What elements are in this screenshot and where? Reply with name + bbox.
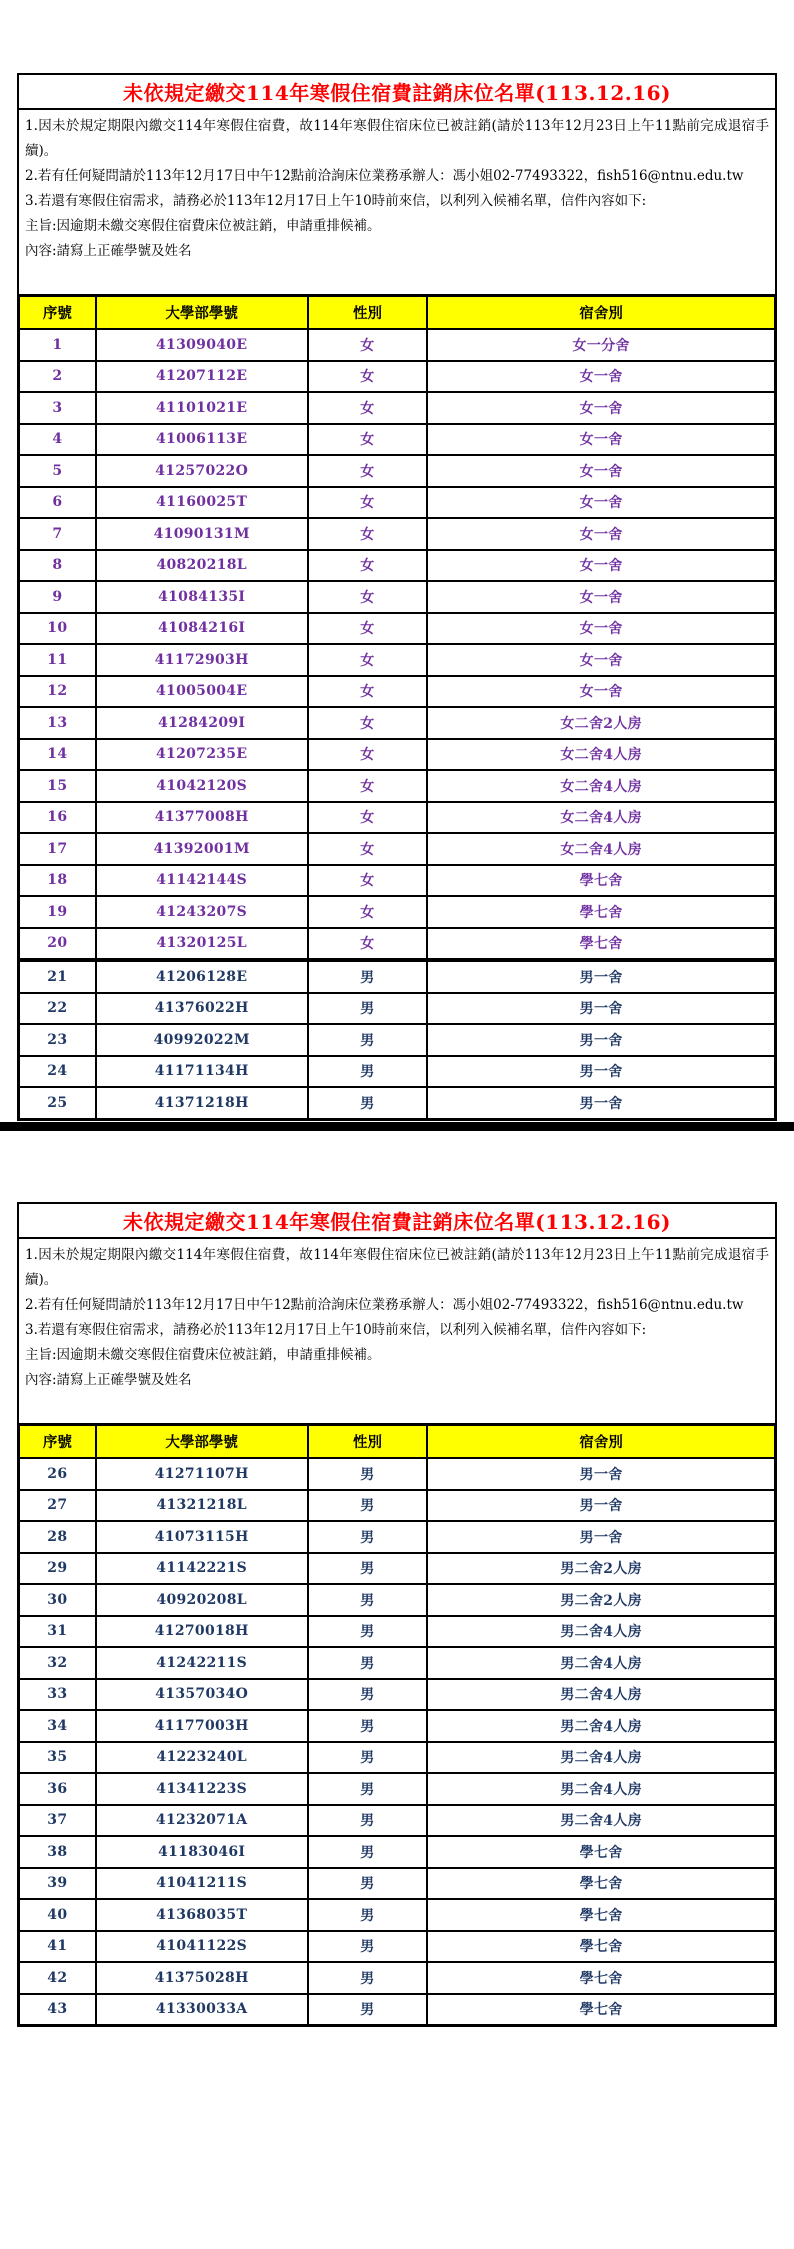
row-student-id: 41375028H <box>96 1962 308 1994</box>
table-row <box>19 896 776 928</box>
table-row <box>19 1931 776 1963</box>
row-gender: 女 <box>308 644 428 676</box>
row-student-id: 41257022O <box>96 455 308 487</box>
row-serial: 26 <box>19 1458 96 1490</box>
row-student-id: 41223240L <box>96 1742 308 1774</box>
row-gender: 男 <box>308 1056 428 1088</box>
row-student-id: 41242211S <box>96 1647 308 1679</box>
row-serial: 16 <box>19 802 96 834</box>
row-dorm: 學七舍 <box>427 1899 775 1931</box>
row-serial: 7 <box>19 518 96 550</box>
row-dorm: 女二舍4人房 <box>427 802 775 834</box>
row-dorm: 男一舍 <box>427 1458 775 1490</box>
table-row <box>19 1553 776 1585</box>
table-row <box>19 1805 776 1837</box>
row-gender: 男 <box>308 960 428 993</box>
row-serial: 23 <box>19 1024 96 1056</box>
row-gender: 男 <box>308 1994 428 2026</box>
row-serial: 28 <box>19 1521 96 1553</box>
row-serial: 9 <box>19 581 96 613</box>
table-row <box>19 1087 776 1119</box>
table-row <box>19 1710 776 1742</box>
row-serial: 8 <box>19 550 96 582</box>
row-serial: 11 <box>19 644 96 676</box>
row-gender: 女 <box>308 392 428 424</box>
row-student-id: 41171134H <box>96 1056 308 1088</box>
row-gender: 女 <box>308 613 428 645</box>
row-dorm: 女一舍 <box>427 392 775 424</box>
row-serial: 14 <box>19 739 96 771</box>
row-gender: 男 <box>308 1742 428 1774</box>
page-1-title-bar <box>19 75 775 110</box>
table-row <box>19 392 776 424</box>
notice-line: 1.因未於規定期限內繳交114年寒假住宿費，故114年寒假住宿床位已被註銷(請於113年12月23日上午11點前完成退宿手續)。 <box>25 118 769 159</box>
row-serial: 33 <box>19 1679 96 1711</box>
table-row <box>19 739 776 771</box>
dorm-cancellation-table-page-2 <box>17 1423 777 2027</box>
row-dorm: 男二舍4人房 <box>427 1805 775 1837</box>
row-serial: 29 <box>19 1553 96 1585</box>
row-dorm: 女一舍 <box>427 581 775 613</box>
row-serial: 32 <box>19 1647 96 1679</box>
row-student-id: 41206128E <box>96 960 308 993</box>
row-gender: 男 <box>308 1553 428 1585</box>
row-dorm: 男二舍4人房 <box>427 1742 775 1774</box>
row-dorm: 學七舍 <box>427 1868 775 1900</box>
table-row <box>19 1962 776 1994</box>
page-separator <box>0 1122 794 1131</box>
row-student-id: 41284209I <box>96 707 308 739</box>
row-student-id: 40920208L <box>96 1584 308 1616</box>
page-2-title-bar <box>19 1204 775 1239</box>
row-gender: 男 <box>308 1024 428 1056</box>
table-row <box>19 424 776 456</box>
notice-line: 主旨:因逾期未繳交寒假住宿費床位被註銷，申請重排候補。 <box>25 1347 381 1363</box>
row-dorm: 女二舍4人房 <box>427 770 775 802</box>
row-dorm: 學七舍 <box>427 928 775 961</box>
row-student-id: 41101021E <box>96 392 308 424</box>
page-1-header-box <box>17 73 777 296</box>
table-row <box>19 1899 776 1931</box>
row-gender: 女 <box>308 865 428 897</box>
row-dorm: 男一舍 <box>427 993 775 1025</box>
row-student-id: 40820218L <box>96 550 308 582</box>
row-gender: 女 <box>308 329 428 361</box>
row-gender: 男 <box>308 1458 428 1490</box>
row-student-id: 41376022H <box>96 993 308 1025</box>
table-row <box>19 1458 776 1490</box>
table-row <box>19 802 776 834</box>
row-serial: 18 <box>19 865 96 897</box>
table-row <box>19 993 776 1025</box>
table-row <box>19 1521 776 1553</box>
row-student-id: 41377008H <box>96 802 308 834</box>
row-gender: 男 <box>308 1805 428 1837</box>
table-row <box>19 644 776 676</box>
row-serial: 12 <box>19 676 96 708</box>
row-dorm: 男二舍4人房 <box>427 1616 775 1648</box>
table-row <box>19 1584 776 1616</box>
row-student-id: 41207112E <box>96 361 308 393</box>
row-gender: 女 <box>308 707 428 739</box>
row-dorm: 學七舍 <box>427 865 775 897</box>
table-row <box>19 487 776 519</box>
page-1 <box>17 73 777 1121</box>
row-serial: 37 <box>19 1805 96 1837</box>
row-dorm: 女一舍 <box>427 424 775 456</box>
row-gender: 男 <box>308 993 428 1025</box>
row-dorm: 女一舍 <box>427 676 775 708</box>
row-gender: 女 <box>308 455 428 487</box>
row-serial: 35 <box>19 1742 96 1774</box>
row-dorm: 學七舍 <box>427 1931 775 1963</box>
row-dorm: 男二舍4人房 <box>427 1679 775 1711</box>
row-student-id: 41392001M <box>96 833 308 865</box>
row-gender: 男 <box>308 1521 428 1553</box>
row-serial: 34 <box>19 1710 96 1742</box>
row-student-id: 41357034O <box>96 1679 308 1711</box>
row-gender: 男 <box>308 1710 428 1742</box>
row-dorm: 女一舍 <box>427 487 775 519</box>
row-gender: 男 <box>308 1899 428 1931</box>
row-serial: 17 <box>19 833 96 865</box>
row-student-id: 41330033A <box>96 1994 308 2026</box>
row-student-id: 41172903H <box>96 644 308 676</box>
row-student-id: 41341223S <box>96 1773 308 1805</box>
table-row <box>19 676 776 708</box>
row-gender: 女 <box>308 896 428 928</box>
page-1-notes <box>19 110 775 294</box>
notice-line: 內容:請寫上正確學號及姓名 <box>25 243 192 259</box>
row-gender: 女 <box>308 487 428 519</box>
row-dorm: 女一舍 <box>427 644 775 676</box>
row-serial: 20 <box>19 928 96 961</box>
row-dorm: 男一舍 <box>427 960 775 993</box>
row-serial: 27 <box>19 1490 96 1522</box>
table-row <box>19 707 776 739</box>
notice-line: 2.若有任何疑問請於113年12月17日中午12點前洽詢床位業務承辦人：馮小姐02-77493322，fish516@ntnu.edu.tw <box>25 1297 744 1313</box>
row-serial: 22 <box>19 993 96 1025</box>
page-2-header-box <box>17 1202 777 1425</box>
row-gender: 女 <box>308 928 428 961</box>
row-dorm: 男一舍 <box>427 1521 775 1553</box>
row-serial: 10 <box>19 613 96 645</box>
table-row <box>19 361 776 393</box>
row-serial: 39 <box>19 1868 96 1900</box>
row-gender: 女 <box>308 770 428 802</box>
table-header-row <box>19 296 776 330</box>
row-dorm: 男一舍 <box>427 1490 775 1522</box>
col-header-dorm: 宿舍別 <box>427 296 775 330</box>
table-row <box>19 550 776 582</box>
row-gender: 男 <box>308 1679 428 1711</box>
row-dorm: 女一舍 <box>427 361 775 393</box>
table-row <box>19 518 776 550</box>
row-dorm: 女一分舍 <box>427 329 775 361</box>
col-header-gender: 性別 <box>308 1425 428 1459</box>
table-row <box>19 1773 776 1805</box>
notice-line: 3.若還有寒假住宿需求，請務必於113年12月17日上午10時前來信，以利列入候補名單，信件內容如下: <box>25 1322 647 1338</box>
row-gender: 女 <box>308 802 428 834</box>
table-row <box>19 960 776 993</box>
row-gender: 女 <box>308 739 428 771</box>
page-title: 未依規定繳交114年寒假住宿費註銷床位名單(113.12.16) <box>122 81 671 105</box>
table-row <box>19 1056 776 1088</box>
table-row <box>19 1647 776 1679</box>
col-header-student-id: 大學部學號 <box>96 296 308 330</box>
row-student-id: 41309040E <box>96 329 308 361</box>
row-serial: 36 <box>19 1773 96 1805</box>
table-header-row <box>19 1425 776 1459</box>
row-student-id: 41183046I <box>96 1836 308 1868</box>
row-student-id: 41232071A <box>96 1805 308 1837</box>
row-student-id: 41320125L <box>96 928 308 961</box>
table-row <box>19 1742 776 1774</box>
row-student-id: 41084216I <box>96 613 308 645</box>
row-dorm: 女二舍4人房 <box>427 739 775 771</box>
notice-line: 1.因未於規定期限內繳交114年寒假住宿費，故114年寒假住宿床位已被註銷(請於113年12月23日上午11點前完成退宿手續)。 <box>25 1247 769 1288</box>
row-gender: 男 <box>308 1836 428 1868</box>
row-student-id: 41270018H <box>96 1616 308 1648</box>
row-student-id: 41090131M <box>96 518 308 550</box>
row-gender: 男 <box>308 1647 428 1679</box>
row-serial: 19 <box>19 896 96 928</box>
row-student-id: 41368035T <box>96 1899 308 1931</box>
table-row <box>19 613 776 645</box>
table-row <box>19 455 776 487</box>
row-serial: 21 <box>19 960 96 993</box>
row-dorm: 學七舍 <box>427 1836 775 1868</box>
col-header-gender: 性別 <box>308 296 428 330</box>
row-gender: 男 <box>308 1616 428 1648</box>
notice-line: 2.若有任何疑問請於113年12月17日中午12點前洽詢床位業務承辦人：馮小姐02-77493322，fish516@ntnu.edu.tw <box>25 168 744 184</box>
notice-line: 3.若還有寒假住宿需求，請務必於113年12月17日上午10時前來信，以利列入候補名單，信件內容如下: <box>25 193 647 209</box>
row-gender: 男 <box>308 1773 428 1805</box>
row-gender: 男 <box>308 1868 428 1900</box>
row-serial: 42 <box>19 1962 96 1994</box>
table-row <box>19 1024 776 1056</box>
col-header-dorm: 宿舍別 <box>427 1425 775 1459</box>
row-dorm: 女二舍2人房 <box>427 707 775 739</box>
row-student-id: 41371218H <box>96 1087 308 1119</box>
table-row <box>19 1868 776 1900</box>
row-student-id: 41041211S <box>96 1868 308 1900</box>
row-dorm: 男一舍 <box>427 1087 775 1119</box>
col-header-serial: 序號 <box>19 1425 96 1459</box>
row-serial: 38 <box>19 1836 96 1868</box>
row-dorm: 學七舍 <box>427 1962 775 1994</box>
row-student-id: 40992022M <box>96 1024 308 1056</box>
row-gender: 女 <box>308 518 428 550</box>
row-serial: 31 <box>19 1616 96 1648</box>
row-dorm: 女二舍4人房 <box>427 833 775 865</box>
row-student-id: 41084135I <box>96 581 308 613</box>
row-student-id: 41271107H <box>96 1458 308 1490</box>
row-gender: 女 <box>308 581 428 613</box>
row-serial: 2 <box>19 361 96 393</box>
row-student-id: 41041122S <box>96 1931 308 1963</box>
table-row <box>19 1490 776 1522</box>
row-gender: 男 <box>308 1490 428 1522</box>
row-gender: 男 <box>308 1931 428 1963</box>
row-serial: 40 <box>19 1899 96 1931</box>
table-row <box>19 833 776 865</box>
notice-line: 主旨:因逾期未繳交寒假住宿費床位被註銷，申請重排候補。 <box>25 218 381 234</box>
row-student-id: 41142221S <box>96 1553 308 1585</box>
row-dorm: 男二舍4人房 <box>427 1773 775 1805</box>
row-student-id: 41207235E <box>96 739 308 771</box>
row-gender: 男 <box>308 1584 428 1616</box>
row-student-id: 41142144S <box>96 865 308 897</box>
row-student-id: 41005004E <box>96 676 308 708</box>
row-gender: 女 <box>308 676 428 708</box>
row-serial: 43 <box>19 1994 96 2026</box>
row-student-id: 41042120S <box>96 770 308 802</box>
col-header-student-id: 大學部學號 <box>96 1425 308 1459</box>
table-row <box>19 581 776 613</box>
row-dorm: 女一舍 <box>427 518 775 550</box>
table-row <box>19 1994 776 2026</box>
row-serial: 6 <box>19 487 96 519</box>
row-dorm: 女一舍 <box>427 550 775 582</box>
table-row <box>19 1836 776 1868</box>
col-header-serial: 序號 <box>19 296 96 330</box>
row-student-id: 41243207S <box>96 896 308 928</box>
row-gender: 女 <box>308 424 428 456</box>
row-dorm: 學七舍 <box>427 896 775 928</box>
row-serial: 30 <box>19 1584 96 1616</box>
table-row <box>19 928 776 961</box>
row-serial: 4 <box>19 424 96 456</box>
notice-line: 內容:請寫上正確學號及姓名 <box>25 1372 192 1388</box>
row-dorm: 男二舍4人房 <box>427 1710 775 1742</box>
table-row <box>19 1679 776 1711</box>
row-gender: 女 <box>308 833 428 865</box>
row-gender: 女 <box>308 361 428 393</box>
row-student-id: 41160025T <box>96 487 308 519</box>
row-dorm: 男二舍4人房 <box>427 1647 775 1679</box>
row-dorm: 男二舍2人房 <box>427 1553 775 1585</box>
row-dorm: 女一舍 <box>427 455 775 487</box>
row-dorm: 女一舍 <box>427 613 775 645</box>
row-student-id: 41321218L <box>96 1490 308 1522</box>
row-serial: 41 <box>19 1931 96 1963</box>
row-student-id: 41073115H <box>96 1521 308 1553</box>
row-dorm: 男二舍2人房 <box>427 1584 775 1616</box>
row-serial: 1 <box>19 329 96 361</box>
row-serial: 3 <box>19 392 96 424</box>
row-gender: 男 <box>308 1087 428 1119</box>
table-row <box>19 865 776 897</box>
row-student-id: 41006113E <box>96 424 308 456</box>
table-row <box>19 770 776 802</box>
page-title: 未依規定繳交114年寒假住宿費註銷床位名單(113.12.16) <box>122 1210 671 1234</box>
table-row <box>19 1616 776 1648</box>
row-serial: 5 <box>19 455 96 487</box>
row-serial: 24 <box>19 1056 96 1088</box>
row-serial: 15 <box>19 770 96 802</box>
page-2-notes <box>19 1239 775 1423</box>
row-gender: 男 <box>308 1962 428 1994</box>
dorm-cancellation-table-page-1 <box>17 294 777 1121</box>
row-dorm: 男一舍 <box>427 1056 775 1088</box>
page-2 <box>17 1202 777 2027</box>
row-dorm: 學七舍 <box>427 1994 775 2026</box>
table-row <box>19 329 776 361</box>
row-serial: 13 <box>19 707 96 739</box>
row-serial: 25 <box>19 1087 96 1119</box>
row-dorm: 男一舍 <box>427 1024 775 1056</box>
row-student-id: 41177003H <box>96 1710 308 1742</box>
row-gender: 女 <box>308 550 428 582</box>
